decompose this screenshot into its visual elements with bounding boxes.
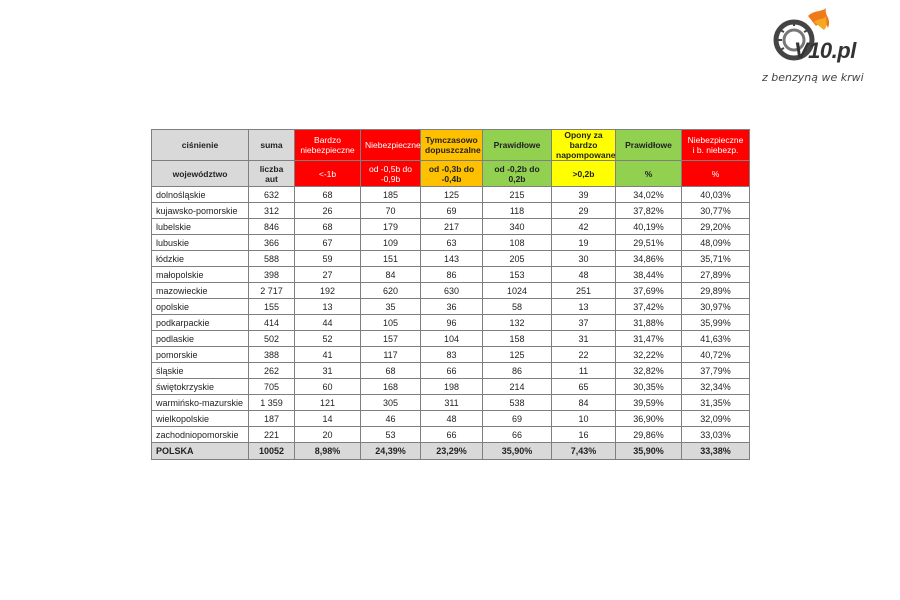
value-cell: 60	[295, 379, 361, 395]
value-cell: 32,82%	[616, 363, 682, 379]
table-row	[152, 395, 750, 411]
value-cell: 35,71%	[682, 251, 750, 267]
value-cell: 48	[421, 411, 483, 427]
value-cell: 221	[249, 427, 295, 443]
value-cell: 33,03%	[682, 427, 750, 443]
value-cell: 11	[552, 363, 616, 379]
tire-pressure-table	[151, 129, 750, 460]
table-row	[152, 347, 750, 363]
value-cell: 32,09%	[682, 411, 750, 427]
value-cell: 66	[483, 427, 552, 443]
value-cell: 312	[249, 203, 295, 219]
value-cell: 192	[295, 283, 361, 299]
value-cell: 31,88%	[616, 315, 682, 331]
table-row	[152, 379, 750, 395]
voivodeship-cell: łódzkie	[152, 251, 249, 267]
value-cell: 48,09%	[682, 235, 750, 251]
voivodeship-cell: małopolskie	[152, 267, 249, 283]
total-value: 24,39%	[361, 443, 421, 460]
value-cell: 31,47%	[616, 331, 682, 347]
table-row	[152, 235, 750, 251]
value-cell: 620	[361, 283, 421, 299]
value-cell: 13	[552, 299, 616, 315]
value-cell: 14	[295, 411, 361, 427]
value-cell: 16	[552, 427, 616, 443]
total-value: 33,38%	[682, 443, 750, 460]
total-value: 35,90%	[616, 443, 682, 460]
header-cell: województwo	[152, 161, 249, 187]
value-cell: 205	[483, 251, 552, 267]
value-cell: 27,89%	[682, 267, 750, 283]
value-cell: 37,82%	[616, 203, 682, 219]
value-cell: 108	[483, 235, 552, 251]
value-cell: 118	[483, 203, 552, 219]
table-row	[152, 363, 750, 379]
header-cell: Prawidłowe	[616, 130, 682, 161]
value-cell: 13	[295, 299, 361, 315]
value-cell: 66	[421, 427, 483, 443]
value-cell: 179	[361, 219, 421, 235]
value-cell: 37,79%	[682, 363, 750, 379]
value-cell: 42	[552, 219, 616, 235]
value-cell: 65	[552, 379, 616, 395]
value-cell: 27	[295, 267, 361, 283]
voivodeship-cell: warmińsko-mazurskie	[152, 395, 249, 411]
value-cell: 1024	[483, 283, 552, 299]
value-cell: 86	[483, 363, 552, 379]
value-cell: 20	[295, 427, 361, 443]
value-cell: 132	[483, 315, 552, 331]
value-cell: 215	[483, 187, 552, 203]
value-cell: 37,42%	[616, 299, 682, 315]
value-cell: 53	[361, 427, 421, 443]
header-cell: suma	[249, 130, 295, 161]
header-cell: Tymczasowo dopuszczalne	[421, 130, 483, 161]
value-cell: 153	[483, 267, 552, 283]
total-value: 35,90%	[483, 443, 552, 460]
value-cell: 44	[295, 315, 361, 331]
value-cell: 158	[483, 331, 552, 347]
header-cell: Niebezpieczne	[361, 130, 421, 161]
value-cell: 846	[249, 219, 295, 235]
value-cell: 1 359	[249, 395, 295, 411]
value-cell: 84	[361, 267, 421, 283]
value-cell: 125	[483, 347, 552, 363]
value-cell: 30,77%	[682, 203, 750, 219]
value-cell: 37	[552, 315, 616, 331]
value-cell: 538	[483, 395, 552, 411]
voivodeship-cell: pomorskie	[152, 347, 249, 363]
value-cell: 39,59%	[616, 395, 682, 411]
value-cell: 34,86%	[616, 251, 682, 267]
header-cell: %	[682, 161, 750, 187]
value-cell: 35	[361, 299, 421, 315]
header-cell: ciśnienie	[152, 130, 249, 161]
total-value: 7,43%	[552, 443, 616, 460]
value-cell: 68	[295, 219, 361, 235]
value-cell: 22	[552, 347, 616, 363]
header-cell: <-1b	[295, 161, 361, 187]
value-cell: 305	[361, 395, 421, 411]
value-cell: 63	[421, 235, 483, 251]
value-cell: 52	[295, 331, 361, 347]
value-cell: 48	[552, 267, 616, 283]
value-cell: 68	[361, 363, 421, 379]
header-cell: >0,2b	[552, 161, 616, 187]
value-cell: 86	[421, 267, 483, 283]
value-cell: 46	[361, 411, 421, 427]
value-cell: 157	[361, 331, 421, 347]
value-cell: 41,63%	[682, 331, 750, 347]
voivodeship-cell: śląskie	[152, 363, 249, 379]
value-cell: 31	[552, 331, 616, 347]
value-cell: 29	[552, 203, 616, 219]
value-cell: 34,02%	[616, 187, 682, 203]
value-cell: 29,86%	[616, 427, 682, 443]
voivodeship-cell: podkarpackie	[152, 315, 249, 331]
total-label: POLSKA	[152, 443, 249, 460]
total-row	[152, 443, 750, 460]
brand-name: V10.pl	[794, 38, 856, 63]
total-value: 10052	[249, 443, 295, 460]
value-cell: 67	[295, 235, 361, 251]
value-cell: 187	[249, 411, 295, 427]
total-value: 23,29%	[421, 443, 483, 460]
value-cell: 121	[295, 395, 361, 411]
table-row	[152, 203, 750, 219]
header-cell: od -0,3b do -0,4b	[421, 161, 483, 187]
table-row	[152, 331, 750, 347]
value-cell: 32,22%	[616, 347, 682, 363]
value-cell: 70	[361, 203, 421, 219]
header-row-range	[152, 161, 750, 187]
header-cell: Bardzo niebezpieczne	[295, 130, 361, 161]
value-cell: 36	[421, 299, 483, 315]
table-row	[152, 411, 750, 427]
value-cell: 104	[421, 331, 483, 347]
header-cell: Prawidłowe	[483, 130, 552, 161]
value-cell: 630	[421, 283, 483, 299]
header-cell: Niebezpieczne i b. niebezp.	[682, 130, 750, 161]
table-row	[152, 283, 750, 299]
voivodeship-cell: kujawsko-pomorskie	[152, 203, 249, 219]
value-cell: 40,19%	[616, 219, 682, 235]
value-cell: 632	[249, 187, 295, 203]
value-cell: 588	[249, 251, 295, 267]
value-cell: 168	[361, 379, 421, 395]
value-cell: 31,35%	[682, 395, 750, 411]
value-cell: 151	[361, 251, 421, 267]
table-row	[152, 315, 750, 331]
value-cell: 185	[361, 187, 421, 203]
value-cell: 32,34%	[682, 379, 750, 395]
table-row	[152, 267, 750, 283]
voivodeship-cell: lubelskie	[152, 219, 249, 235]
value-cell: 84	[552, 395, 616, 411]
voivodeship-cell: wielkopolskie	[152, 411, 249, 427]
value-cell: 366	[249, 235, 295, 251]
value-cell: 31	[295, 363, 361, 379]
value-cell: 705	[249, 379, 295, 395]
value-cell: 29,20%	[682, 219, 750, 235]
header-row-pressure	[152, 130, 750, 161]
value-cell: 96	[421, 315, 483, 331]
voivodeship-cell: opolskie	[152, 299, 249, 315]
brand-tagline: z benzyną we krwi	[762, 71, 864, 84]
table-row	[152, 299, 750, 315]
value-cell: 125	[421, 187, 483, 203]
value-cell: 105	[361, 315, 421, 331]
voivodeship-cell: zachodniopomorskie	[152, 427, 249, 443]
value-cell: 414	[249, 315, 295, 331]
value-cell: 37,69%	[616, 283, 682, 299]
value-cell: 109	[361, 235, 421, 251]
value-cell: 30	[552, 251, 616, 267]
value-cell: 117	[361, 347, 421, 363]
value-cell: 214	[483, 379, 552, 395]
value-cell: 39	[552, 187, 616, 203]
voivodeship-cell: dolnośląskie	[152, 187, 249, 203]
value-cell: 398	[249, 267, 295, 283]
value-cell: 2 717	[249, 283, 295, 299]
header-cell: Opony za bardzo napompowane	[552, 130, 616, 161]
value-cell: 38,44%	[616, 267, 682, 283]
value-cell: 69	[421, 203, 483, 219]
value-cell: 29,51%	[616, 235, 682, 251]
value-cell: 340	[483, 219, 552, 235]
brand-logo	[762, 8, 880, 88]
value-cell: 311	[421, 395, 483, 411]
value-cell: 143	[421, 251, 483, 267]
value-cell: 41	[295, 347, 361, 363]
table-row	[152, 251, 750, 267]
value-cell: 19	[552, 235, 616, 251]
header-cell: %	[616, 161, 682, 187]
value-cell: 217	[421, 219, 483, 235]
value-cell: 388	[249, 347, 295, 363]
value-cell: 198	[421, 379, 483, 395]
header-cell: liczba aut	[249, 161, 295, 187]
value-cell: 36,90%	[616, 411, 682, 427]
value-cell: 83	[421, 347, 483, 363]
table-row	[152, 427, 750, 443]
voivodeship-cell: mazowieckie	[152, 283, 249, 299]
voivodeship-cell: podlaskie	[152, 331, 249, 347]
value-cell: 155	[249, 299, 295, 315]
value-cell: 30,97%	[682, 299, 750, 315]
total-value: 8,98%	[295, 443, 361, 460]
value-cell: 66	[421, 363, 483, 379]
value-cell: 29,89%	[682, 283, 750, 299]
voivodeship-cell: świętokrzyskie	[152, 379, 249, 395]
value-cell: 58	[483, 299, 552, 315]
value-cell: 69	[483, 411, 552, 427]
value-cell: 26	[295, 203, 361, 219]
value-cell: 68	[295, 187, 361, 203]
table-row	[152, 219, 750, 235]
value-cell: 59	[295, 251, 361, 267]
value-cell: 251	[552, 283, 616, 299]
value-cell: 40,03%	[682, 187, 750, 203]
value-cell: 30,35%	[616, 379, 682, 395]
header-cell: od -0,2b do 0,2b	[483, 161, 552, 187]
voivodeship-cell: lubuskie	[152, 235, 249, 251]
value-cell: 35,99%	[682, 315, 750, 331]
value-cell: 262	[249, 363, 295, 379]
table-row	[152, 187, 750, 203]
value-cell: 40,72%	[682, 347, 750, 363]
value-cell: 10	[552, 411, 616, 427]
value-cell: 502	[249, 331, 295, 347]
header-cell: od -0,5b do -0,9b	[361, 161, 421, 187]
